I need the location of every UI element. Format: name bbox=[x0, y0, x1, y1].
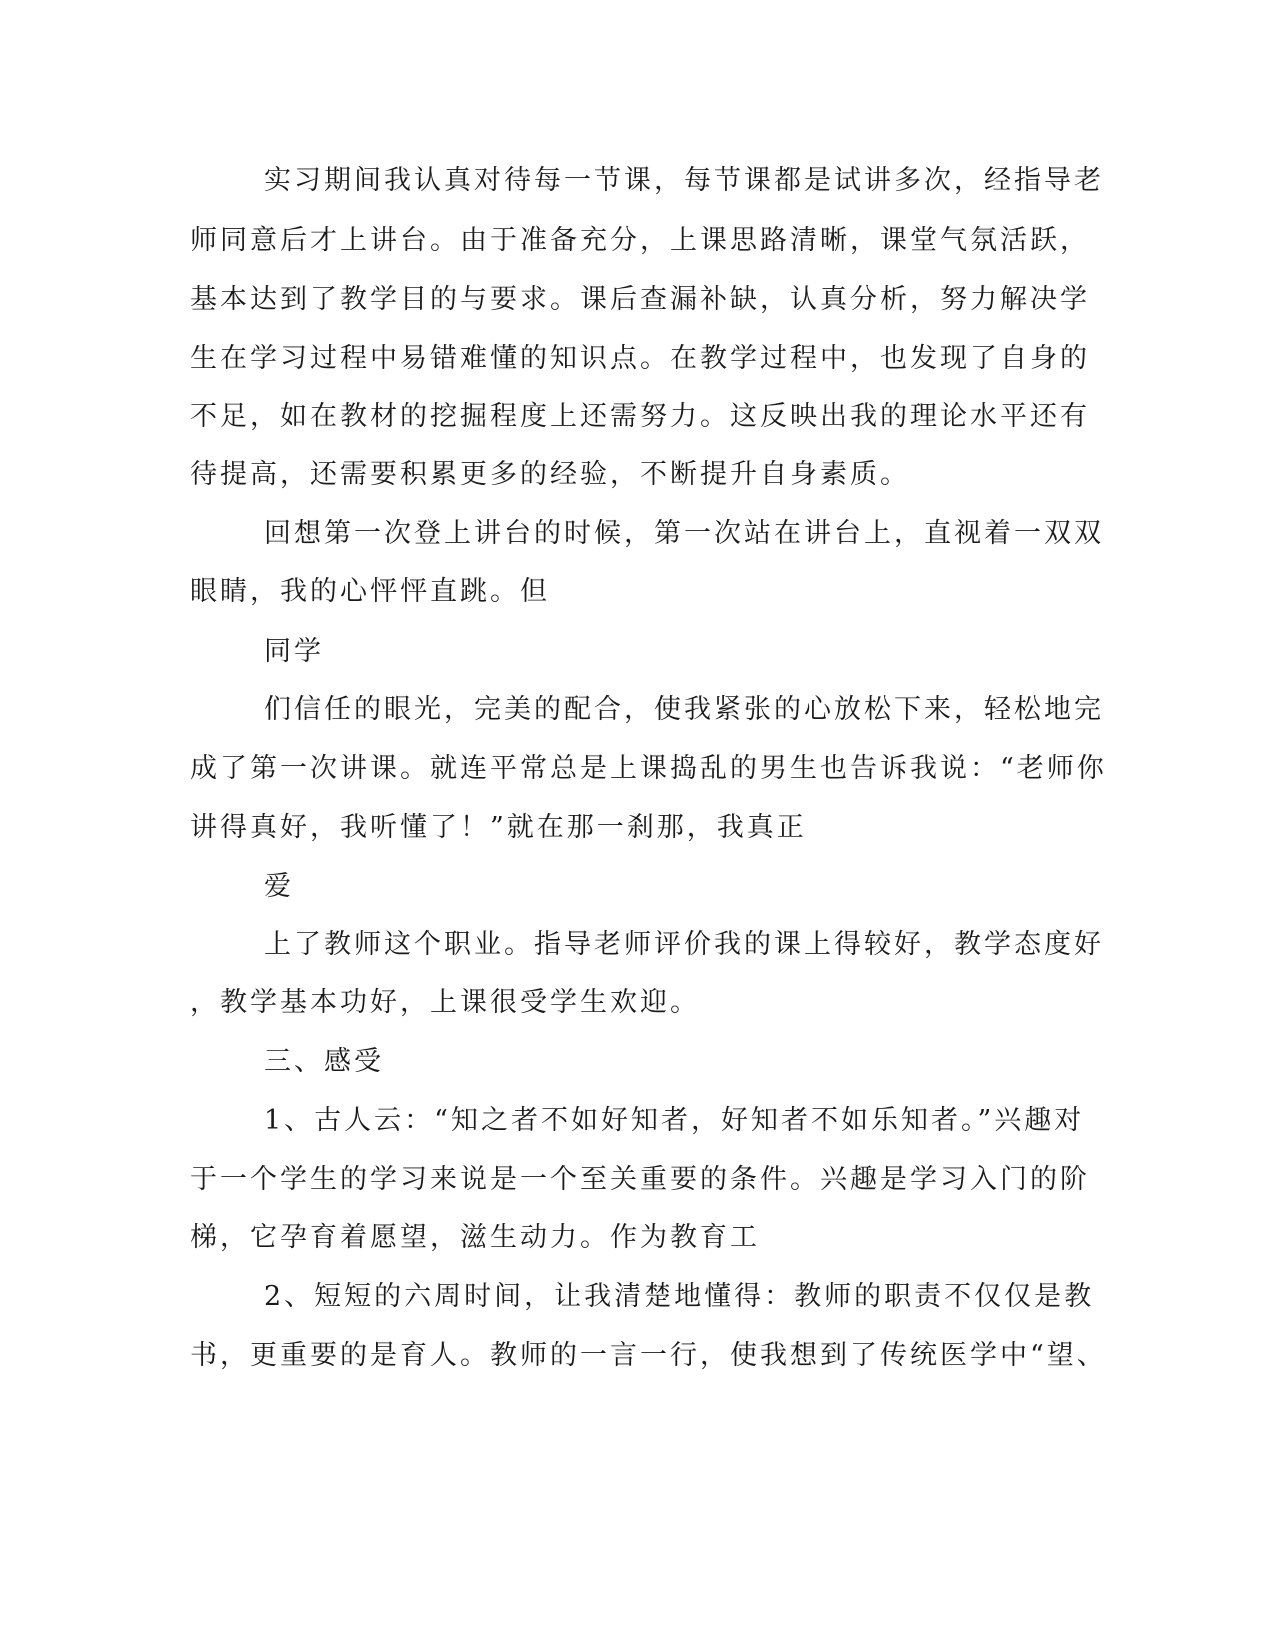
paragraph-line: 回想第一次登上讲台的时候，第一次站在讲台上，直视着一双双 bbox=[264, 518, 1104, 549]
paragraph-line: 书，更重要的是育人。教师的一言一行，使我想到了传统医学中“望、 bbox=[190, 1340, 1107, 1371]
paragraph-line: 们信任的眼光，完美的配合，使我紧张的心放松下来，轻松地完 bbox=[264, 694, 1104, 725]
paragraph-line: 眼睛，我的心怦怦直跳。但 bbox=[190, 576, 550, 607]
paragraph-line: 梯，它孕育着愿望，滋生动力。作为教育工 bbox=[190, 1222, 760, 1253]
paragraph-line: 同学 bbox=[264, 636, 324, 667]
paragraph-line: 师同意后才上讲台。由于准备充分，上课思路清晰，课堂气氛活跃， bbox=[190, 225, 1090, 256]
paragraph-line: 于一个学生的学习来说是一个至关重要的条件。兴趣是学习入门的阶 bbox=[190, 1164, 1090, 1195]
section-heading: 三、感受 bbox=[264, 1046, 384, 1077]
paragraph-line: 生在学习过程中易错难懂的知识点。在教学过程中，也发现了自身的 bbox=[190, 343, 1090, 374]
paragraph-line: 不足，如在教材的挖掘程度上还需努力。这反映出我的理论水平还有 bbox=[190, 401, 1090, 432]
paragraph-line: 实习期间我认真对待每一节课，每节课都是试讲多次，经指导老 bbox=[264, 165, 1104, 196]
paragraph-line: 爱 bbox=[264, 871, 294, 902]
paragraph-line: 2、短短的六周时间，让我清楚地懂得：教师的职责不仅仅是教 bbox=[264, 1281, 1095, 1312]
paragraph-line: 1、古人云：“知之者不如好知者，好知者不如乐知者。”兴趣对 bbox=[264, 1105, 1085, 1136]
paragraph-line: 待提高，还需要积累更多的经验，不断提升自身素质。 bbox=[190, 459, 910, 490]
paragraph-line: 讲得真好，我听懂了！”就在那一刹那，我真正 bbox=[190, 812, 807, 843]
paragraph-line: 成了第一次讲课。就连平常总是上课捣乱的男生也告诉我说：“老师你 bbox=[190, 753, 1107, 784]
paragraph-line: 上了教师这个职业。指导老师评价我的课上得较好，教学态度好 bbox=[264, 929, 1104, 960]
paragraph-line: 基本达到了教学目的与要求。课后查漏补缺，认真分析，努力解决学 bbox=[190, 284, 1090, 315]
paragraph-line: ，教学基本功好，上课很受学生欢迎。 bbox=[190, 987, 700, 1018]
